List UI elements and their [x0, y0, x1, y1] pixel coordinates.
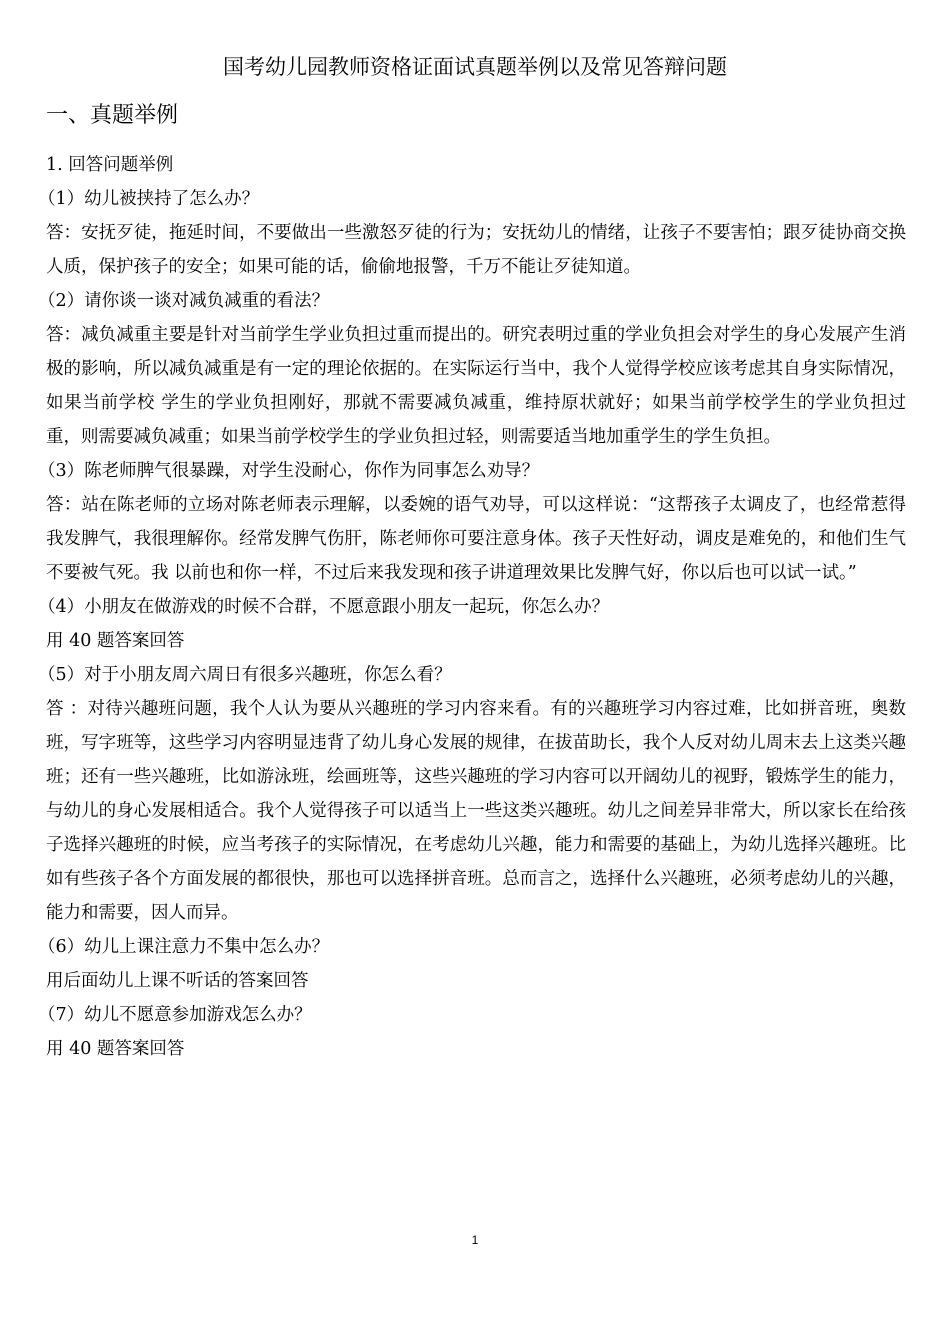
answer-5: 答 ：对待兴趣班问题，我个人认为要从兴趣班的学习内容来看。有的兴趣班学习内容过难，比如拼音班，奥数班，写字班等，这些学习内容明显违背了幼儿身心发展的规律，在拔苗助长，我个人反对幼儿周末去上这类兴趣班；还有一些兴趣班，比如游泳班，绘画班等，这些兴趣班的学习内容可以开阔幼儿的视野，锻炼学生的能力，与幼儿的身心发展相适合。我个人觉得孩子可以适当上一些这类兴趣班。幼儿之间差异非常大，所以家长在给孩子选择兴趣班的时候，应当考孩子的实际情况，在考虑幼儿兴趣，能力和需要的基础上，为幼儿选择兴趣班。比如有些孩子各个方面发展的都很快，那也可以选择拼音班。总而言之，选择什么兴趣班，必须考虑幼儿的兴趣，能力和需要，因人而异。	[46, 699, 906, 923]
answer-2: 答：减负减重主要是针对当前学生学业负担过重而提出的。研究表明过重的学业负担会对学生的身心发展产生消极的影响，所以减负减重是有一定的理论依据的。在实际运行当中，我个人觉得学校应该考虑其自身实际情况，如果当前学校 学生的学业负担刚好，那就不需要减负减重，维持原状就好；如果当前学校学生的学业负担过重，则需要减负减重；如果当前学校学生的学业负担过轻，则需要适当地加重学生的学生负担。	[46, 325, 906, 447]
answer-4: 用 40 题答案回答	[46, 631, 185, 651]
subsection-heading: 1. 回答问题举例	[46, 155, 174, 175]
question-5: （5）对于小朋友周六周日有很多兴趣班，你怎么看？	[38, 665, 452, 685]
question-7: （7）幼儿不愿意参加游戏怎么办？	[38, 1005, 312, 1025]
question-3: （3）陈老师脾气很暴躁，对学生没耐心，你作为同事怎么劝导？	[38, 461, 540, 481]
question-2: （2）请你谈一谈对减负减重的看法？	[38, 291, 330, 311]
question-1: （1）幼儿被挟持了怎么办？	[38, 189, 260, 209]
answer-1: 答：安抚歹徒，拖延时间，不要做出一些激怒歹徒的行为；安抚幼儿的情绪，让孩子不要害怕；跟歹徒协商交换人质，保护孩子的安全；如果可能的话，偷偷地报警，千万不能让歹徒知道。	[46, 223, 906, 277]
question-4: （4）小朋友在做游戏的时候不合群，不愿意跟小朋友一起玩，你怎么办？	[38, 597, 610, 617]
document-title: 国考幼儿园教师资格证面试真题举例以及常见答辩问题	[223, 55, 727, 79]
page-number: 1	[471, 1233, 479, 1247]
answer-7: 用 40 题答案回答	[46, 1039, 185, 1059]
qa-content	[38, 148, 906, 1066]
answer-3: 答：站在陈老师的立场对陈老师表示理解，以委婉的语气劝导，可以这样说：“这帮孩子太调皮了，也经常惹得我发脾气，我很理解你。经常发脾气伤肝，陈老师你可要注意身体。孩子天性好动，调皮是难免的，和他们生气不要被气死。我 以前也和你一样，不过后来我发现和孩子讲道理效果比发脾气好，你以后也可以试一试。”	[46, 495, 906, 583]
answer-6: 用后面幼儿上课不听话的答案回答	[46, 971, 309, 991]
section-heading: 一、真题举例	[46, 103, 179, 128]
question-6: （6）幼儿上课注意力不集中怎么办？	[38, 937, 330, 957]
